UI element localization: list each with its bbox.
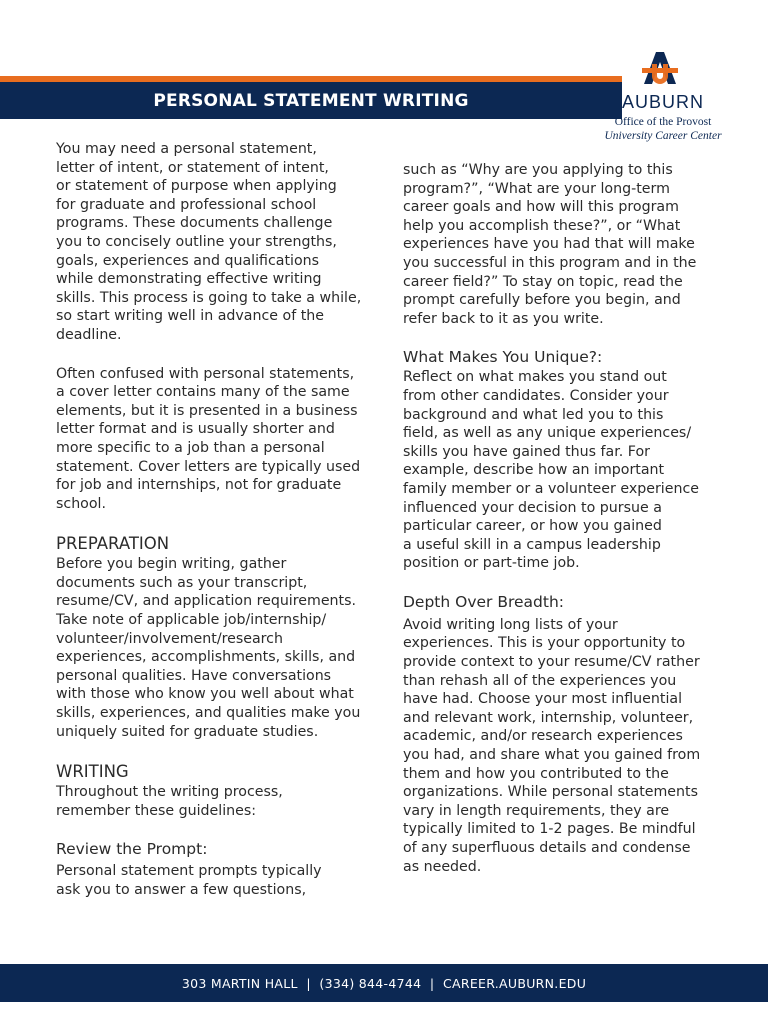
depth-text: Avoid writing long lists of your experiences. This is your opportunity to provide context to your resume/CV rather than rehash all of the experiences you have had. Choose your most influential and relevant work, internship, volunteer, academic, and/or research experiences you had, and share what you gained from them and how you contributed to the organizations. While personal statements vary in length requirements, they are typically limited to 1-2 pages. Be mindful of any superfluous details and condense as needed. <box>403 616 701 875</box>
writing-text: Throughout the writing process, remember these guidelines: <box>56 784 283 819</box>
depth-heading: Depth Over Breadth: <box>403 592 565 611</box>
review-prompt-continued: such as “Why are you applying to this program?”, “What are your long-term career goals and how will this program help you accomplish these?”, or “What experiences have you had that will make you successful in this program and in the career field?” To stay on topic, read the prompt carefully before you begin, and refer back to it as you write. <box>403 162 697 327</box>
auburn-logo <box>600 48 726 148</box>
footer-contact: 303 MARTIN HALL | (334) 844-4744 | CAREER.AUBURN.EDU <box>181 975 587 991</box>
intro-paragraph-2: Often confused with personal statements, a cover letter contains many of the same elements, but it is presented in a business letter format and is usually shorter and more specific to a job than a personal statement. Cover letters are typically used for job and internships, not for graduate school. <box>56 365 361 512</box>
page-title: PERSONAL STATEMENT WRITING <box>153 90 469 111</box>
unique-text: Reflect on what makes you stand out from other candidates. Consider your background and what led you to this field, as well as any unique experiences/ skills you have gained thus far. For example, describe how an important family member or a volunteer experience influenced your decision to pursue a particular career, or how you gained a useful skill in a campus leadership position or part-time job. <box>403 369 699 572</box>
left-column <box>56 140 376 900</box>
auburn-au-logo-icon <box>640 50 680 86</box>
intro-paragraph-1: You may need a personal statement, letter of intent, or statement of intent, or statement of purpose when applying for graduate and professional school programs. These documents challenge you to concisely outline your strengths, goals, experiences and qualifications while demonstrating effective writing skills. This process is going to take a while, so start writing well in advance of the deadline. <box>56 141 362 343</box>
unique-heading: What Makes You Unique?: <box>403 348 603 367</box>
preparation-text: Before you begin writing, gather documents such as your transcript, resume/CV, and application requirements. Take note of applicable job/internship/ volunteer/involvement/research experiences, accomplishments, skills, and personal qualities. Have conversations with those who know you well about what skills, experiences, and qualities make you uniquely suited for graduate studies. <box>56 556 361 740</box>
review-prompt-text: Personal statement prompts typically ask you to answer a few questions, <box>56 863 322 898</box>
review-prompt-heading: Review the Prompt: <box>56 840 208 859</box>
preparation-heading: PREPARATION <box>56 534 170 554</box>
writing-heading: WRITING <box>56 762 129 782</box>
footer-bar <box>0 964 768 1002</box>
logo-office: Office of the Provost <box>614 116 712 128</box>
logo-name: AUBURN <box>621 92 704 112</box>
logo-center: University Career Center <box>604 130 722 142</box>
right-column <box>403 161 721 876</box>
